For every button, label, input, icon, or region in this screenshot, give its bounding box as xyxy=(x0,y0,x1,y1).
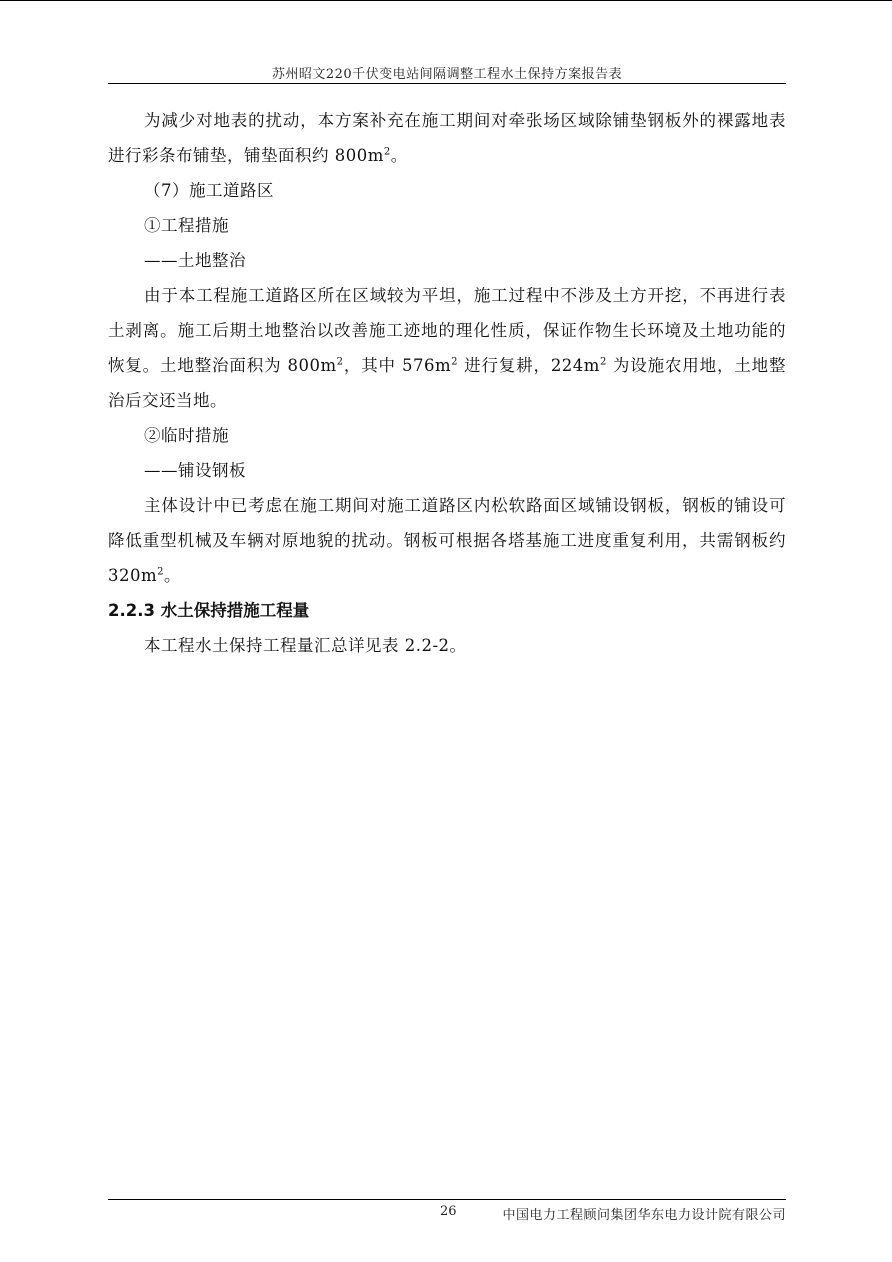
page-content xyxy=(108,103,786,663)
footer-organization: 中国电力工程顾问集团华东电力设计院有限公司 xyxy=(502,1208,786,1223)
section-heading: 2.2.3 水土保持措施工程量 xyxy=(108,601,310,620)
header-rule xyxy=(108,83,786,84)
page-header: 苏州昭文220千伏变电站间隔调整工程水土保持方案报告表 xyxy=(271,67,623,82)
item-steel-plate: ——铺设钢板 xyxy=(144,461,246,480)
footer-rule xyxy=(108,1199,786,1200)
paragraph-steel-plate: 主体设计中已考虑在施工期间对施工道路区内松软路面区域铺设钢板，钢板的铺设可降低重型机械及车辆对原地貌的扰动。钢板可根据各塔基施工进度重复利用，共需钢板约 $320m^2$。 xyxy=(108,496,786,585)
paragraph-quantity-summary: 本工程水土保持工程量汇总详见表 2.2-2。 xyxy=(144,636,467,655)
paragraph-bareground-cover: 为减少对地表的扰动，本方案补充在施工期间对牵张场区域除铺垫钢板外的裸露地表进行彩条布铺垫，铺垫面积约 $800m^2$。 xyxy=(108,111,786,165)
page-number: 26 xyxy=(440,1204,457,1219)
item-engineering-measures: ①工程措施 xyxy=(144,216,229,235)
subsection-construction-road: （7）施工道路区 xyxy=(144,181,274,200)
paragraph-land-rehabilitation: 由于本工程施工道路区所在区域较为平坦，施工过程中不涉及土方开挖，不再进行表土剥离。施工后期土地整治以改善施工迹地的理化性质，保证作物生长环境及土地功能的恢复。土地整治面积为 $800m^2$，其中 $576m^2$ 进行复耕，$224m^2$ 为设施农用地，土地整治后交还当地。 xyxy=(108,286,787,410)
item-temporary-measures: ②临时措施 xyxy=(144,426,229,445)
top-border xyxy=(0,0,892,1)
item-land-rehabilitation: ——土地整治 xyxy=(144,251,246,270)
